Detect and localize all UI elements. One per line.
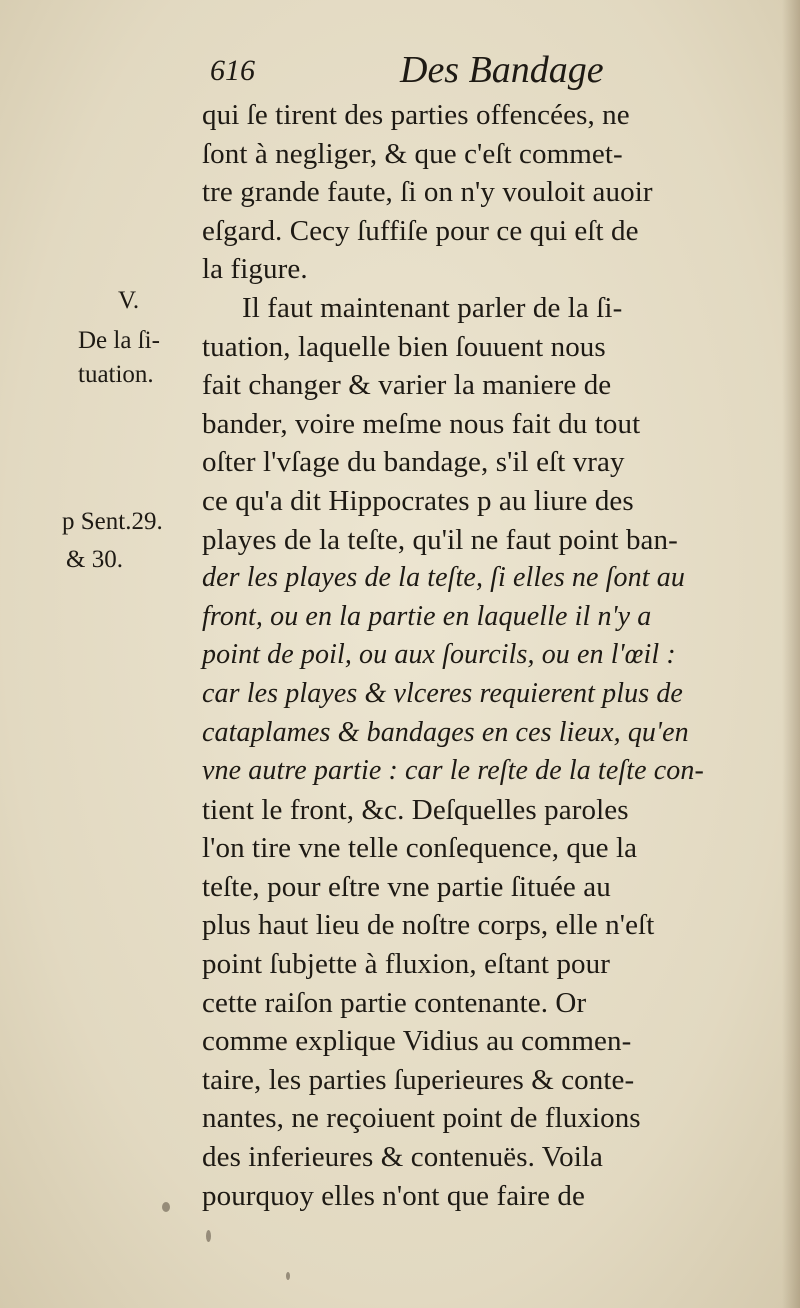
text-line: Il faut maintenant parler de la ſi- (242, 291, 623, 324)
running-head (210, 48, 660, 92)
ink-speck (162, 1202, 170, 1212)
ink-speck (206, 1230, 211, 1242)
text-line: qui ſe tirent des parties offencées, ne (202, 99, 630, 131)
text-line-italic: cataplames & bandages en ces lieux, qu'en (202, 716, 689, 748)
text-line: eſgard. Cecy ſuffiſe pour ce qui eſt de (202, 214, 639, 247)
text-line: des inferieures & contenuës. Voila (202, 1141, 603, 1174)
text-line: taire, les parties ſuperieures & conte- (202, 1063, 635, 1096)
text-line: comme explique Vidius au commen- (202, 1025, 632, 1058)
margin-ref-2: & 30. (66, 546, 123, 573)
text-line: pourquoy elles n'ont que faire de (202, 1179, 585, 1212)
margin-section-number: V. (118, 287, 140, 314)
text-line-italic: front, ou en la partie en laquelle il n'y a (202, 600, 652, 632)
ink-speck (286, 1272, 290, 1280)
body-text (202, 96, 762, 1215)
text-line: nantes, ne reçoiuent point de fluxions (202, 1102, 641, 1135)
text-line: ſont à negliger, & que c'eſt commet- (202, 137, 623, 170)
margin-ref-1: p Sent.29. (62, 508, 163, 535)
text-line: playes de la teſte, qu'il ne faut point ban- (202, 523, 678, 556)
text-line: bander, voire meſme nous fait du tout (202, 407, 641, 440)
text-line: ce qu'a dit Hippocrates p au liure des (202, 484, 634, 517)
text-line: tient le front, &c. Deſquelles paroles (202, 793, 629, 826)
text-line: plus haut lieu de noſtre corps, elle n'eſt (202, 909, 655, 942)
text-line: point ſubjette à fluxion, eſtant pour (202, 948, 611, 981)
running-title: Des Bandage (400, 49, 604, 91)
text-line: teſte, pour eſtre vne partie ſituée au (202, 870, 611, 903)
page-number: 616 (210, 54, 255, 87)
text-line: tre grande faute, ſi on n'y vouloit auoir (202, 176, 653, 209)
text-line: oſter l'vſage du bandage, s'il eſt vray (202, 446, 625, 479)
text-line: la figure. (202, 253, 308, 286)
margin-section-label-2: tuation. (78, 361, 154, 388)
text-line-italic: point de poil, ou aux ſourcils, ou en l'œil : (202, 639, 676, 671)
text-line-italic: car les playes & vlceres requierent plus de (202, 677, 683, 709)
text-line: cette raiſon partie contenante. Or (202, 986, 587, 1019)
text-line: tuation, laquelle bien ſouuent nous (202, 330, 606, 363)
text-line-italic: vne autre partie : car le reſte de la teſte con- (202, 755, 704, 787)
text-line: fait changer & varier la maniere de (202, 369, 612, 402)
text-line-italic: der les playes de la teſte, ſi elles ne ſont au (202, 562, 685, 594)
margin-section-label-1: De la ſi- (78, 327, 160, 354)
text-line: l'on tire vne telle conſequence, que la (202, 832, 638, 865)
page-edge-shadow (782, 0, 800, 1308)
